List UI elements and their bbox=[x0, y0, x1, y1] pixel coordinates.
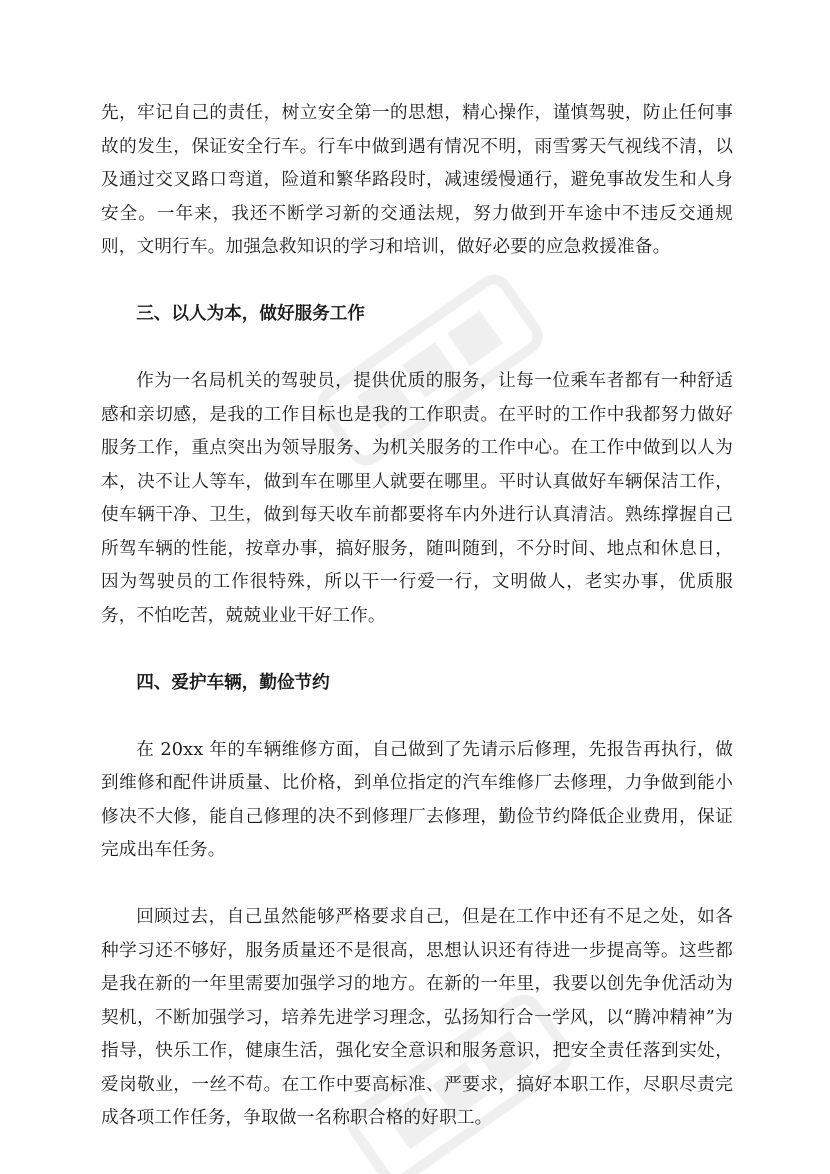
document-body bbox=[101, 97, 733, 1136]
paragraph-safety-continued: 先，牢记自己的责任，树立安全第一的思想，精心操作，谨慎驾驶，防止任何事故的发生，保证安全行车。行车中做到遇有情况不明，雨雪雾天气视线不清，以及通过交叉路口弯道，险道和繁华路段时，减速缓慢通行，避免事故发生和人身安全。一年来，我还不断学习新的交通法规，努力做到开车途中不违反交通规则，文明行车。加强急救知识的学习和培训，做好必要的应急救援准备。 bbox=[101, 103, 733, 257]
paragraph-service: 作为一名局机关的驾驶员，提供优质的服务，让每一位乘车者都有一种舒适感和亲切感，是我的工作目标也是我的工作职责。在平时的工作中我都努力做好服务工作，重点突出为领导服务、为机关服务的工作中心。在工作中做到以人为本，决不让人等车，做到车在哪里人就要在哪里。平时认真做好车辆保洁工作，使车辆干净、卫生，做到每天收车前都要将车内外进行认真清洁。熟练撑握自己所驾车辆的性能，按章办事，搞好服务，随叫随到，不分时间、地点和休息日，因为驾驶员的工作很特殊，所以干一行爱一行，文明做人，老实办事，优质服务，不怕吃苦，兢兢业业干好工作。 bbox=[101, 371, 733, 626]
paragraph-vehicle-maintenance: 在 20xx 年的车辆维修方面，自己做到了先请示后修理，先报告再执行，做到维修和配件讲质量、比价格，到单位指定的汽车维修厂去修理，力争做到能小修决不大修，能自己修理的决不到修理厂去修理，勤俭节约降低企业费用，保证完成出车任务。 bbox=[101, 739, 733, 860]
paragraph-review-outlook: 回顾过去，自己虽然能够严格要求自己，但是在工作中还有不足之处，如各种学习还不够好，服务质量还不是很高，思想认识还有待进一步提高等。这些都是我在新的一年里需要加强学习的地方。在新的一年里，我要以创先争优活动为契机，不断加强学习，培养先进学习理念，弘扬知行合一学风，以“腾冲精神”为指导，快乐工作，健康生活，强化安全意识和服务意识，把安全责任落到实处，爱岗敬业，一丝不苟。在工作中要高标准、严要求，搞好本职工作，尽职尽责完成各项工作任务，争取做一名称职合格的好职工。 bbox=[101, 907, 733, 1128]
section-heading-vehicle-care: 四、爱护车辆，勤俭节约 bbox=[136, 672, 330, 693]
section-heading-service: 三、以人为本，做好服务工作 bbox=[136, 304, 365, 324]
